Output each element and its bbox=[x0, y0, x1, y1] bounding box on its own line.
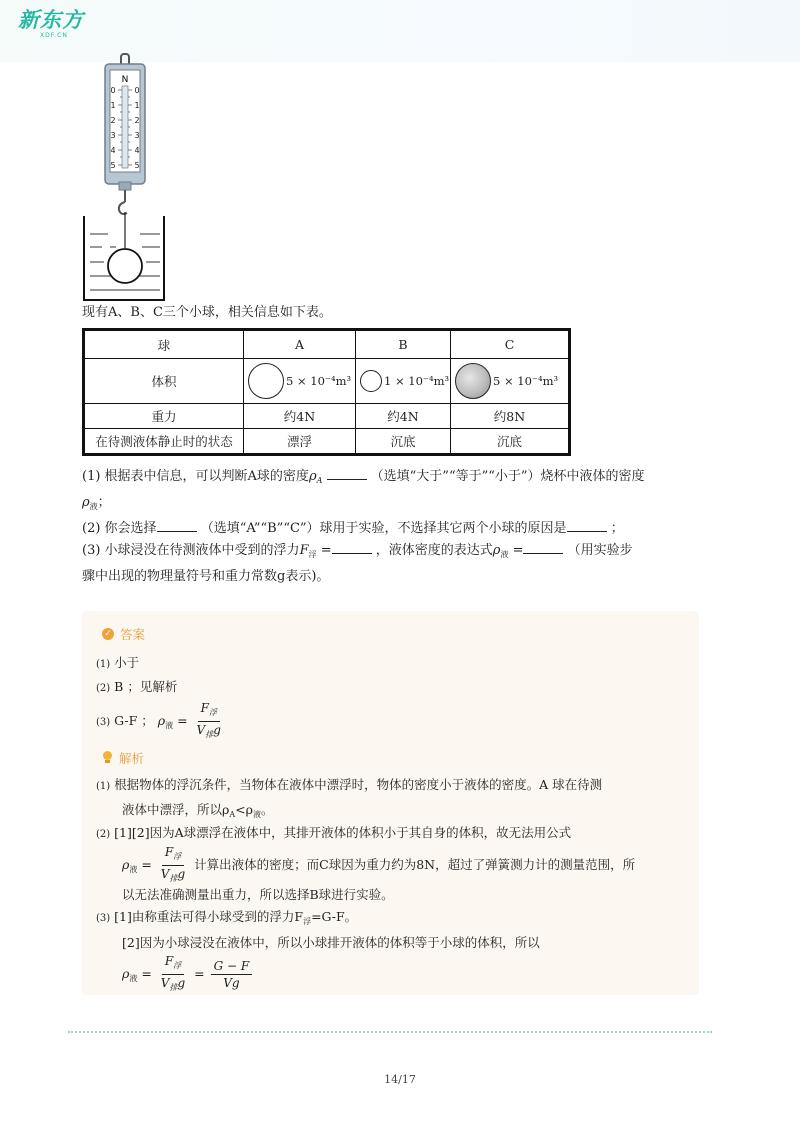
svg-text:5: 5 bbox=[134, 161, 140, 170]
analysis-3-formula: $\rho_液$ = $\frac{F_浮}{V_排g}$ = $\frac{G - F}{Vg}$ bbox=[122, 954, 254, 995]
analysis-1-cont: 液体中漂浮，所以$\rho_A<\rho_液$。 bbox=[122, 802, 274, 819]
page-number: 14/17 bbox=[384, 1073, 416, 1086]
table-header-cell: A bbox=[244, 330, 356, 359]
ball-c-image bbox=[455, 363, 491, 399]
svg-text:2: 2 bbox=[110, 116, 116, 125]
formula-fraction: $\frac{F_浮}{V_排g}$ bbox=[160, 954, 186, 992]
answer-blank[interactable] bbox=[157, 518, 197, 532]
answer-panel bbox=[82, 611, 699, 995]
analysis-3-cont: [2]因为小球浸没在液体中，所以小球排开液体的体积等于小球的体积，所以 bbox=[122, 935, 540, 950]
state-value: 沉底 bbox=[451, 429, 570, 455]
weight-value: 约4N bbox=[244, 404, 356, 429]
svg-text:4: 4 bbox=[134, 146, 140, 155]
state-value: 漂浮 bbox=[244, 429, 356, 455]
logo-text: 新东方 bbox=[18, 8, 84, 32]
formula-fraction: $\frac{G - F}{Vg}$ bbox=[211, 959, 253, 990]
answer-blank[interactable] bbox=[523, 540, 563, 554]
row-label-weight: 重力 bbox=[84, 404, 244, 429]
page-divider bbox=[68, 1031, 712, 1033]
analysis-2-cont: $\rho_液$ = $\frac{F_浮}{V_排g}$ 计算出液体的密度；而C球因为重力约为8N，超过了弹簧测力计的测量范围，所 bbox=[122, 845, 635, 886]
brand-logo bbox=[18, 8, 84, 39]
question-1: (1) 根据表中信息，可以判断A球的密度$\rho_A$ （选填“大于”“等于”“小于”）烧杯中液体的密度 bbox=[82, 466, 702, 492]
question-3-cont: 骤中出现的物理量符号和重力常数g表示)。 bbox=[82, 569, 330, 584]
analysis-3: (3) [1]由称重法可得小球受到的浮力$F_浮=G-F$。 bbox=[96, 909, 358, 926]
answer-heading: ✓ 答案 bbox=[102, 625, 145, 643]
table-header-cell: 球 bbox=[84, 330, 244, 359]
logo-subtext: XDF.CN bbox=[40, 32, 68, 39]
formula-fraction: $\frac{F_浮}{V_排g}$ bbox=[160, 845, 186, 883]
table-row bbox=[84, 330, 570, 359]
table-row bbox=[84, 404, 570, 429]
svg-text:2: 2 bbox=[134, 116, 140, 125]
analysis-heading: 解析 bbox=[102, 749, 144, 767]
state-value: 沉底 bbox=[356, 429, 451, 455]
ball-a-image bbox=[248, 363, 284, 399]
table-row bbox=[84, 359, 570, 404]
svg-text:0: 0 bbox=[110, 86, 116, 95]
svg-text:3: 3 bbox=[134, 131, 140, 140]
volume-value: 5 × 10⁻⁴m³ bbox=[493, 374, 559, 388]
question-2: (2) 你会选择 （选填“A”“B”“C”）球用于实验，不选择其它两个小球的原因是 ； bbox=[82, 518, 702, 540]
answer-3: (3) G-F ； $\rho_液$ = $\frac{F_浮}{V_排g}$ bbox=[96, 701, 226, 742]
answer-blank[interactable] bbox=[332, 540, 372, 554]
analysis-2-cont2: 以无法准确测量出重力，所以选择B球进行实验。 bbox=[122, 887, 394, 902]
table-header-cell: B bbox=[356, 330, 451, 359]
analysis-1: (1) 根据物体的浮沉条件，当物体在液体中漂浮时，物体的密度小于液体的密度。A 球在待测 bbox=[96, 777, 603, 792]
volume-cell-c bbox=[451, 359, 570, 404]
formula-fraction: $\frac{F_浮}{V_排g}$ bbox=[196, 701, 221, 739]
spring-scale-diagram bbox=[80, 52, 180, 302]
svg-text:1: 1 bbox=[134, 101, 140, 110]
question-1-cont: $\rho_液$； bbox=[82, 495, 111, 511]
question-3: (3) 小球浸没在待测液体中受到的浮力$F_浮$ = ，液体密度的表达式$\rho_液$ = （用实验步 bbox=[82, 540, 702, 566]
answer-1: (1) 小于 bbox=[96, 655, 140, 670]
weight-value: 约4N bbox=[356, 404, 451, 429]
spring-scale-figure bbox=[80, 52, 180, 302]
svg-text:4: 4 bbox=[110, 146, 116, 155]
volume-value: 5 × 10⁻⁴m³ bbox=[286, 374, 352, 388]
row-label-volume: 体积 bbox=[84, 359, 244, 404]
question-block bbox=[82, 466, 702, 588]
svg-text:1: 1 bbox=[110, 101, 116, 110]
svg-text:3: 3 bbox=[110, 131, 116, 140]
volume-cell-b bbox=[356, 359, 451, 404]
scale-unit: N bbox=[121, 75, 129, 85]
table-row bbox=[84, 429, 570, 455]
check-icon: ✓ bbox=[102, 628, 114, 640]
weight-value: 约8N bbox=[451, 404, 570, 429]
svg-text:0: 0 bbox=[134, 86, 140, 95]
answer-blank[interactable] bbox=[327, 466, 367, 480]
volume-value: 1 × 10⁻⁴m³ bbox=[384, 374, 450, 388]
table-header-cell: C bbox=[451, 330, 570, 359]
analysis-2: (2) [1][2]因为A球漂浮在液体中，其排开液体的体积小于其自身的体积，故无法用公式 bbox=[96, 825, 572, 840]
lightbulb-icon bbox=[102, 751, 113, 765]
answer-2: (2) B ；见解析 bbox=[96, 679, 178, 694]
svg-text:5: 5 bbox=[110, 161, 116, 170]
answer-blank[interactable] bbox=[567, 518, 607, 532]
intro-text: 现有A、B、C三个小球，相关信息如下表。 bbox=[82, 305, 332, 320]
volume-cell-a bbox=[244, 359, 356, 404]
ball-b-image bbox=[360, 370, 382, 392]
row-label-state: 在待测液体静止时的状态 bbox=[84, 429, 244, 455]
ball-info-table bbox=[82, 328, 571, 456]
